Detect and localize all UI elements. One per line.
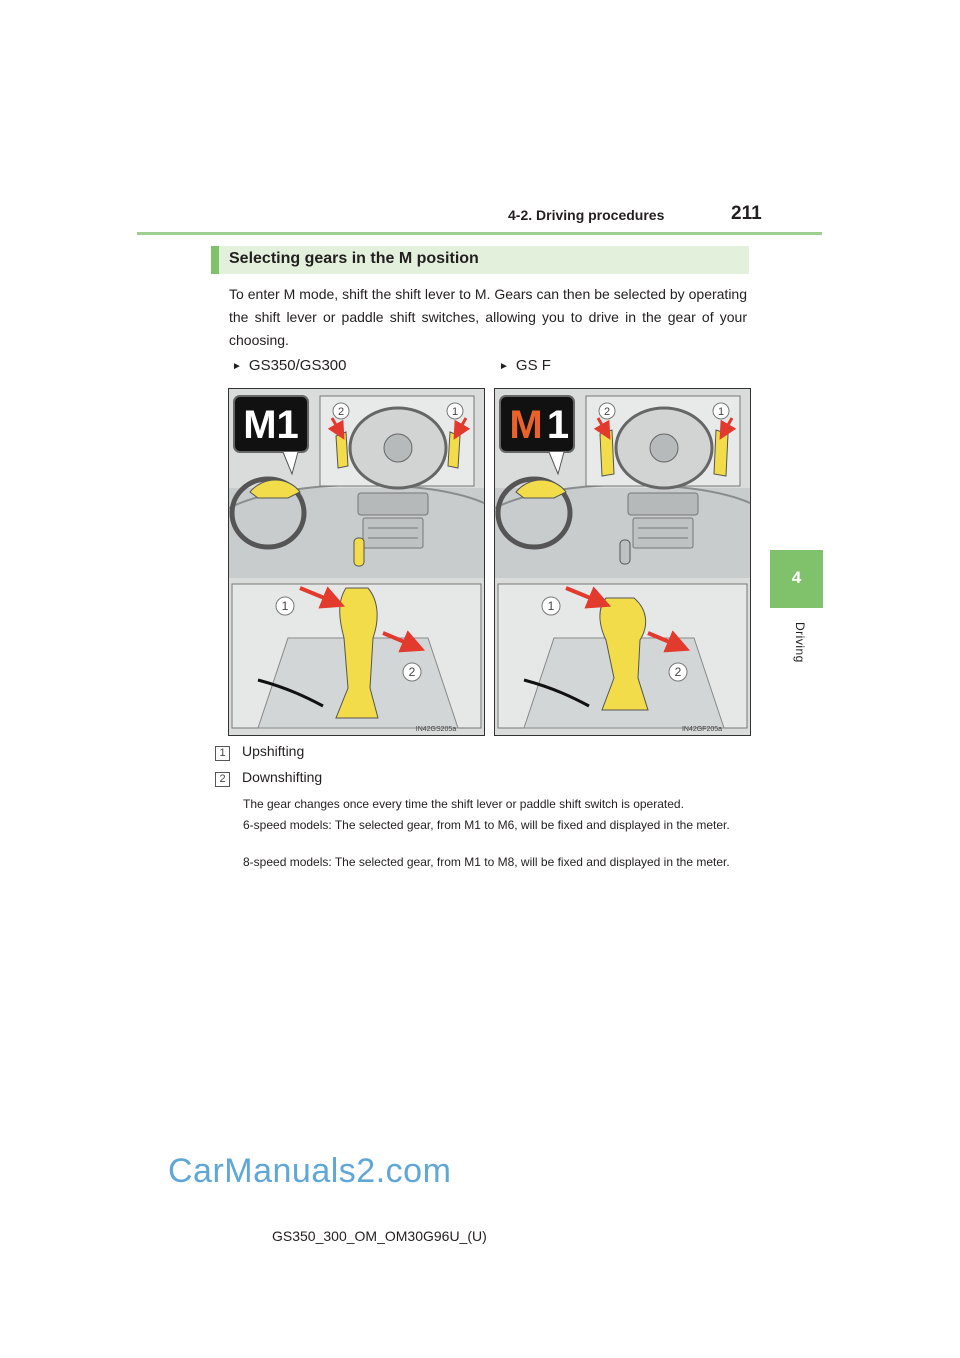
- figure-caption-left: [232, 357, 346, 374]
- shift-illustration: [228, 388, 751, 736]
- figure-caption-left-text: GS350/GS300: [248, 357, 347, 374]
- gsf-display-m: M: [509, 403, 543, 447]
- footer-manual-code: GS350_300_OM_OM30G96U_(U): [272, 1228, 487, 1244]
- triangle-bullet-icon: ►: [499, 361, 509, 372]
- note-gear-change: The gear changes once every time the shift lever or paddle shift switch is operated.: [243, 797, 684, 811]
- header-section-title: 4-2. Driving procedures: [508, 207, 665, 223]
- svg-text:2: 2: [603, 406, 611, 418]
- figure-caption-right-text: GS F: [515, 357, 551, 374]
- chapter-tab-number: 4: [791, 568, 802, 587]
- legend-item-upshifting: [215, 743, 304, 761]
- right-panel: [495, 389, 751, 736]
- svg-text:1: 1: [281, 599, 289, 613]
- svg-text:1: 1: [717, 406, 725, 418]
- paddle-left-highlight: [336, 432, 348, 468]
- m1-display-text: M1: [243, 403, 299, 447]
- svg-text:2: 2: [337, 406, 345, 418]
- svg-text:2: 2: [674, 665, 682, 679]
- watermark-logo[interactable]: CarManuals2.com: [168, 1152, 452, 1190]
- note-8-speed: 8-speed models: The selected gear, from M1 to M8, will be fixed and displayed in the meter.: [243, 855, 730, 869]
- svg-text:IN42GF205a: IN42GF205a: [681, 726, 723, 733]
- header-rule: [137, 232, 822, 235]
- page-number: 211: [731, 203, 762, 224]
- gsf-display-num: 1: [546, 403, 570, 447]
- callout-badge: 2: [215, 772, 230, 787]
- legend-item-downshifting: [215, 769, 322, 787]
- triangle-bullet-icon: ►: [232, 361, 242, 372]
- callout-badge: 1: [215, 746, 230, 761]
- legend-item-label: Downshifting: [242, 769, 323, 785]
- section-heading-box: [211, 246, 749, 274]
- chapter-tab[interactable]: [770, 550, 823, 608]
- figure-caption-right: [499, 357, 551, 374]
- note-6-speed: 6-speed models: The selected gear, from M1 to M6, will be fixed and displayed in the meter.: [243, 818, 730, 832]
- svg-text:2: 2: [408, 665, 416, 679]
- left-panel: [229, 389, 485, 736]
- chapter-tab-label: Driving: [793, 622, 807, 663]
- legend-item-label: Upshifting: [242, 743, 305, 759]
- svg-text:1: 1: [451, 406, 459, 418]
- svg-text:1: 1: [547, 599, 555, 613]
- section-title: Selecting gears in the M position: [229, 250, 479, 267]
- svg-text:IN42GS205a: IN42GS205a: [415, 726, 457, 733]
- intro-paragraph: To enter M mode, shift the shift lever to M. Gears can then be selected by operating the shift lever or paddle shift switches, allowing you to drive in the gear of your choosing.: [229, 286, 747, 348]
- paddle-right-highlight: [448, 432, 460, 468]
